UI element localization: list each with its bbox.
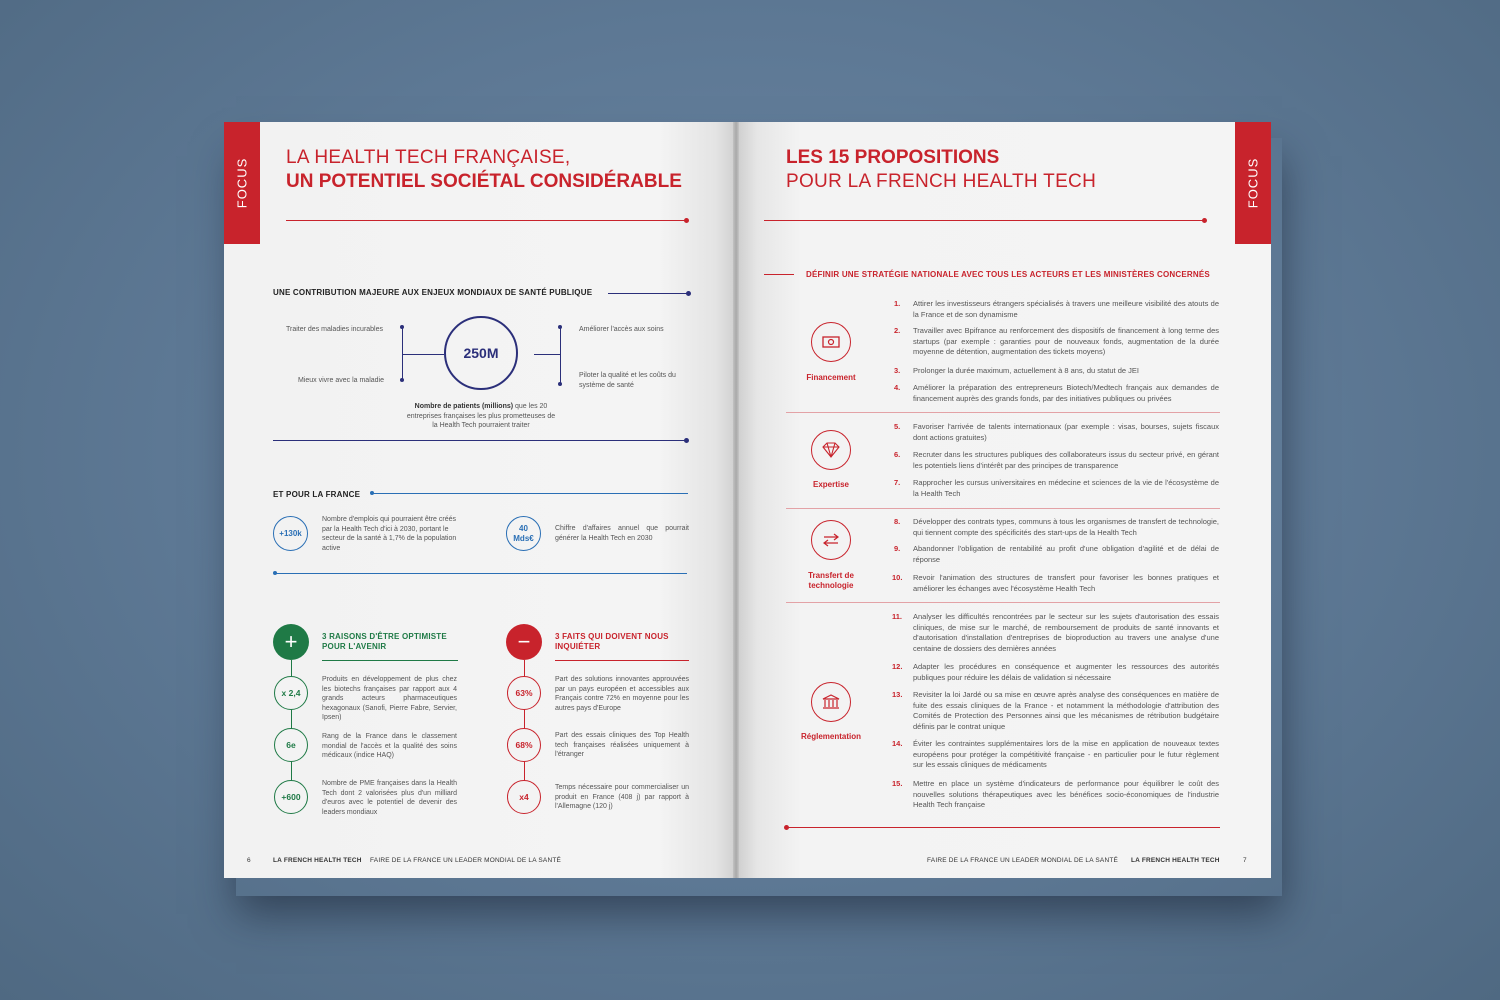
item-mieux-vivre: Mieux vivre avec la maladie <box>298 377 384 384</box>
bottom-rule <box>786 827 1220 828</box>
item-acces-soins: Améliorer l'accès aux soins <box>579 326 664 333</box>
category-financement: Financement <box>806 373 856 382</box>
left-page <box>224 122 736 878</box>
proposition-text: Favoriser l'arrivée de talents internationaux (par exemple : visas, bourses, sujets fiscaux dont actions gratuites) <box>913 422 1219 442</box>
section2-rule <box>372 493 688 494</box>
connector-left-h <box>402 354 444 355</box>
footer-tagline: FAIRE DE LA FRANCE UN LEADER MONDIAL DE LA SANTÉ <box>927 857 1119 864</box>
proposition-number: 10. <box>892 573 903 582</box>
connector-dot <box>400 378 404 382</box>
minus-icon: − <box>506 624 542 660</box>
group-divider <box>786 508 1220 509</box>
proposition-text: Revisiter la loi Jardé ou sa mise en œuvre après analyse des conséquences en matière de fuite des essais cliniques de la France - et notamment la méthodologie d'attribution des Comités de Protection des Personnes ainsi que les mécanismes de rétribution budgétaire définis par le contrat unique <box>913 690 1219 731</box>
footer-brand: LA FRENCH HEALTH TECH <box>1131 857 1220 864</box>
proposition-number: 2. <box>894 326 901 335</box>
title-rule <box>764 220 1204 221</box>
stat-ca-circle: 40 Mds€ <box>506 516 541 551</box>
section1-bottom-rule <box>273 440 685 441</box>
optimist-stat-text: Produits en développement de plus chez les biotechs françaises par rapport aux 4 grands acteurs pharmaceutiques hexagonaux (Sanofi, Pierre Fabre, Servier, Ipsen) <box>322 676 457 721</box>
proposition-number: 4. <box>894 383 901 392</box>
page-number: 6 <box>247 857 251 864</box>
proposition-number: 9. <box>894 544 901 553</box>
proposition-text: Éviter les contraintes supplémentaires lors de la mise en application de nouveaux textes européens pour protéger la compétitivité française - en particulier pour le futur règlement sur les essais cliniques de médicaments <box>913 739 1219 769</box>
worry-stat-text: Part des solutions innovantes approuvées par un pays européen et accessibles aux Français contre 72% en moyenne pour les autres pays d'Europe <box>555 676 689 712</box>
group-divider <box>786 602 1220 603</box>
worry-rule <box>555 660 689 661</box>
worry-stat-text: Temps nécessaire pour commercialiser un produit en France (408 j) par rapport à l'Allemagne (120 j) <box>555 784 689 810</box>
optimist-stat-text: Nombre de PME françaises dans la Health Tech dont 2 valorisées plus d'un milliard d'euros avec le potentiel de devenir des leaders mondiaux <box>322 780 457 816</box>
connector-dot <box>558 382 562 386</box>
worry-heading: 3 FAITS QUI DOIVENT NOUS INQUIÉTER <box>555 632 669 651</box>
optimist-rule <box>322 660 458 661</box>
proposition-text: Adapter les procédures en conséquence et augmenter les ressources des autorités publiques pour réduire les délais de validation si nécessaire <box>913 662 1219 682</box>
focus-tab-right: FOCUS <box>1235 122 1271 244</box>
stat-emplois-circle: +130k <box>273 516 308 551</box>
group-divider <box>786 412 1220 413</box>
spine-gutter <box>733 122 739 878</box>
proposition-text: Rapprocher les cursus universitaires en médecine et sciences de la vie de l'écosystème de la Health Tech <box>913 478 1219 498</box>
category-reglementation: Réglementation <box>800 732 861 741</box>
proposition-number: 14. <box>892 739 903 748</box>
connector-dot <box>558 325 562 329</box>
footer-brand: LA FRENCH HEALTH TECH <box>273 857 362 864</box>
proposition-text: Revoir l'animation des structures de transfert pour favoriser les bonnes pratiques et améliorer les échanges avec l'écosystème Health Tech <box>913 573 1219 593</box>
optimist-stat-circle: x 2,4 <box>274 676 308 710</box>
proposition-text: Abandonner l'obligation de rentabilité au profit d'une obligation d'agilité et de délai de réponse <box>913 544 1219 564</box>
title-rule-dot <box>684 218 689 223</box>
strategy-subheading: DÉFINIR UNE STRATÉGIE NATIONALE AVEC TOUS LES ACTEURS ET LES MINISTÈRES CONCERNÉS <box>806 270 1210 279</box>
worry-stat-circle: 63% <box>507 676 541 710</box>
proposition-number: 15. <box>892 779 903 788</box>
section1-bottom-dot <box>684 438 689 443</box>
category-expertise: Expertise <box>812 480 850 489</box>
proposition-text: Travailler avec Bpifrance au renforcement des dispositifs de financement à long terme des startups (par exemple : garanties pour de nouveaux fonds, augmentation de la durée moyenne de détention, augmentation des tickets moyens) <box>913 326 1219 356</box>
optimist-stat-text: Rang de la France dans le classement mondial de l'accès et la qualité des soins médicaux (indice HAQ) <box>322 733 457 759</box>
proposition-number: 11. <box>892 612 903 621</box>
item-piloter: Piloter la qualité et les coûts du système de santé <box>579 372 676 389</box>
section-heading-france: ET POUR LA FRANCE <box>273 490 361 499</box>
title-rule <box>286 220 686 221</box>
courthouse-icon <box>811 682 851 722</box>
item-incurable: Traiter des maladies incurables <box>286 326 384 333</box>
optimist-heading: 3 RAISONS D'ÊTRE OPTIMISTE POUR L'AVENIR <box>322 632 447 651</box>
diamond-icon <box>811 430 851 470</box>
footer-tagline: FAIRE DE LA FRANCE UN LEADER MONDIAL DE LA SANTÉ <box>370 857 562 864</box>
optimist-stat-circle: +600 <box>274 780 308 814</box>
patients-caption: Nombre de patients (millions) que les 20 entreprises françaises les plus prometteuses de la Health Tech pourraient traiter <box>406 403 556 429</box>
stat-ca-text: Chiffre d'affaires annuel que pourrait générer la Health Tech en 2030 <box>555 525 689 542</box>
patients-250m-circle: 250M <box>444 316 518 390</box>
proposition-number: 13. <box>892 690 903 699</box>
worry-stat-circle: x4 <box>507 780 541 814</box>
connector-dot <box>400 325 404 329</box>
proposition-text: Recruter dans les structures publiques des collaborateurs issus du secteur privé, en gérant les potentiels liens d'intérêt par des principes de transparence <box>913 450 1219 470</box>
subheading-rule <box>764 274 794 275</box>
transfer-arrows-icon <box>811 520 851 560</box>
page-number: 7 <box>1243 857 1247 864</box>
section2-bottom-rule <box>275 573 687 574</box>
right-page <box>736 122 1271 878</box>
proposition-number: 5. <box>894 422 901 431</box>
proposition-text: Mettre en place un système d'indicateurs de performance pour équilibrer le coût des nouvelles solutions thérapeutiques avec les bénéfices socio-économiques de l'industrie Health Tech française <box>913 779 1219 809</box>
optimist-stat-circle: 6e <box>274 728 308 762</box>
proposition-number: 3. <box>894 366 901 375</box>
proposition-text: Développer des contrats types, communs à tous les organismes de transfert de technologie, qui tiennent compte des spécificités des start-ups de la Health Tech <box>913 517 1219 537</box>
plus-icon: + <box>273 624 309 660</box>
stat-emplois-text: Nombre d'emplois qui pourraient être créés par la Health Tech d'ici à 2030, portant le secteur de la santé à 1,7% de la population active <box>322 516 457 552</box>
proposition-number: 12. <box>892 662 903 671</box>
connector-right-h <box>534 354 560 355</box>
section-rule-dot <box>686 291 691 296</box>
proposition-number: 8. <box>894 517 901 526</box>
proposition-number: 1. <box>894 299 901 308</box>
connector-right <box>560 328 561 384</box>
proposition-text: Prolonger la durée maximum, actuellement à 8 ans, du statut de JEI <box>913 366 1139 375</box>
section-rule <box>608 293 688 294</box>
focus-tab-left: FOCUS <box>224 122 260 244</box>
proposition-number: 6. <box>894 450 901 459</box>
proposition-text: Améliorer la préparation des entrepreneurs Biotech/Medtech français aux demandes de financement auprès des grands fonds, par des initiatives publiques ou privées <box>913 383 1219 403</box>
worry-stat-text: Part des essais cliniques des Top Health tech françaises réalisées uniquement à l'étranger <box>555 732 689 758</box>
category-transfert: Transfert de technologie <box>808 571 854 590</box>
proposition-text: Analyser les difficultés rencontrées par le secteur sur les sujets d'autorisation des essais cliniques, de mise sur le marché, de remboursement de produits de santé innovants et d'autorisation d'installation d'entreprises de bioproduction au travers une analyse d'une centaine de dossiers des dernières années <box>913 612 1219 653</box>
banknote-icon <box>811 322 851 362</box>
proposition-number: 7. <box>894 478 901 487</box>
worry-stat-circle: 68% <box>507 728 541 762</box>
section-heading-contribution: UNE CONTRIBUTION MAJEURE AUX ENJEUX MONDIAUX DE SANTÉ PUBLIQUE <box>273 288 593 297</box>
bottom-rule-dot <box>784 825 789 830</box>
left-page-title: LA HEALTH TECH FRANÇAISE, UN POTENTIEL SOCIÉTAL CONSIDÉRABLE <box>286 147 682 192</box>
proposition-text: Attirer les investisseurs étrangers spécialisés à travers une meilleure visibilité des atouts de la France et de son dynamisme <box>913 299 1219 319</box>
right-page-title: LES 15 PROPOSITIONS POUR LA FRENCH HEALTH TECH <box>786 147 1097 192</box>
title-rule-dot <box>1202 218 1207 223</box>
